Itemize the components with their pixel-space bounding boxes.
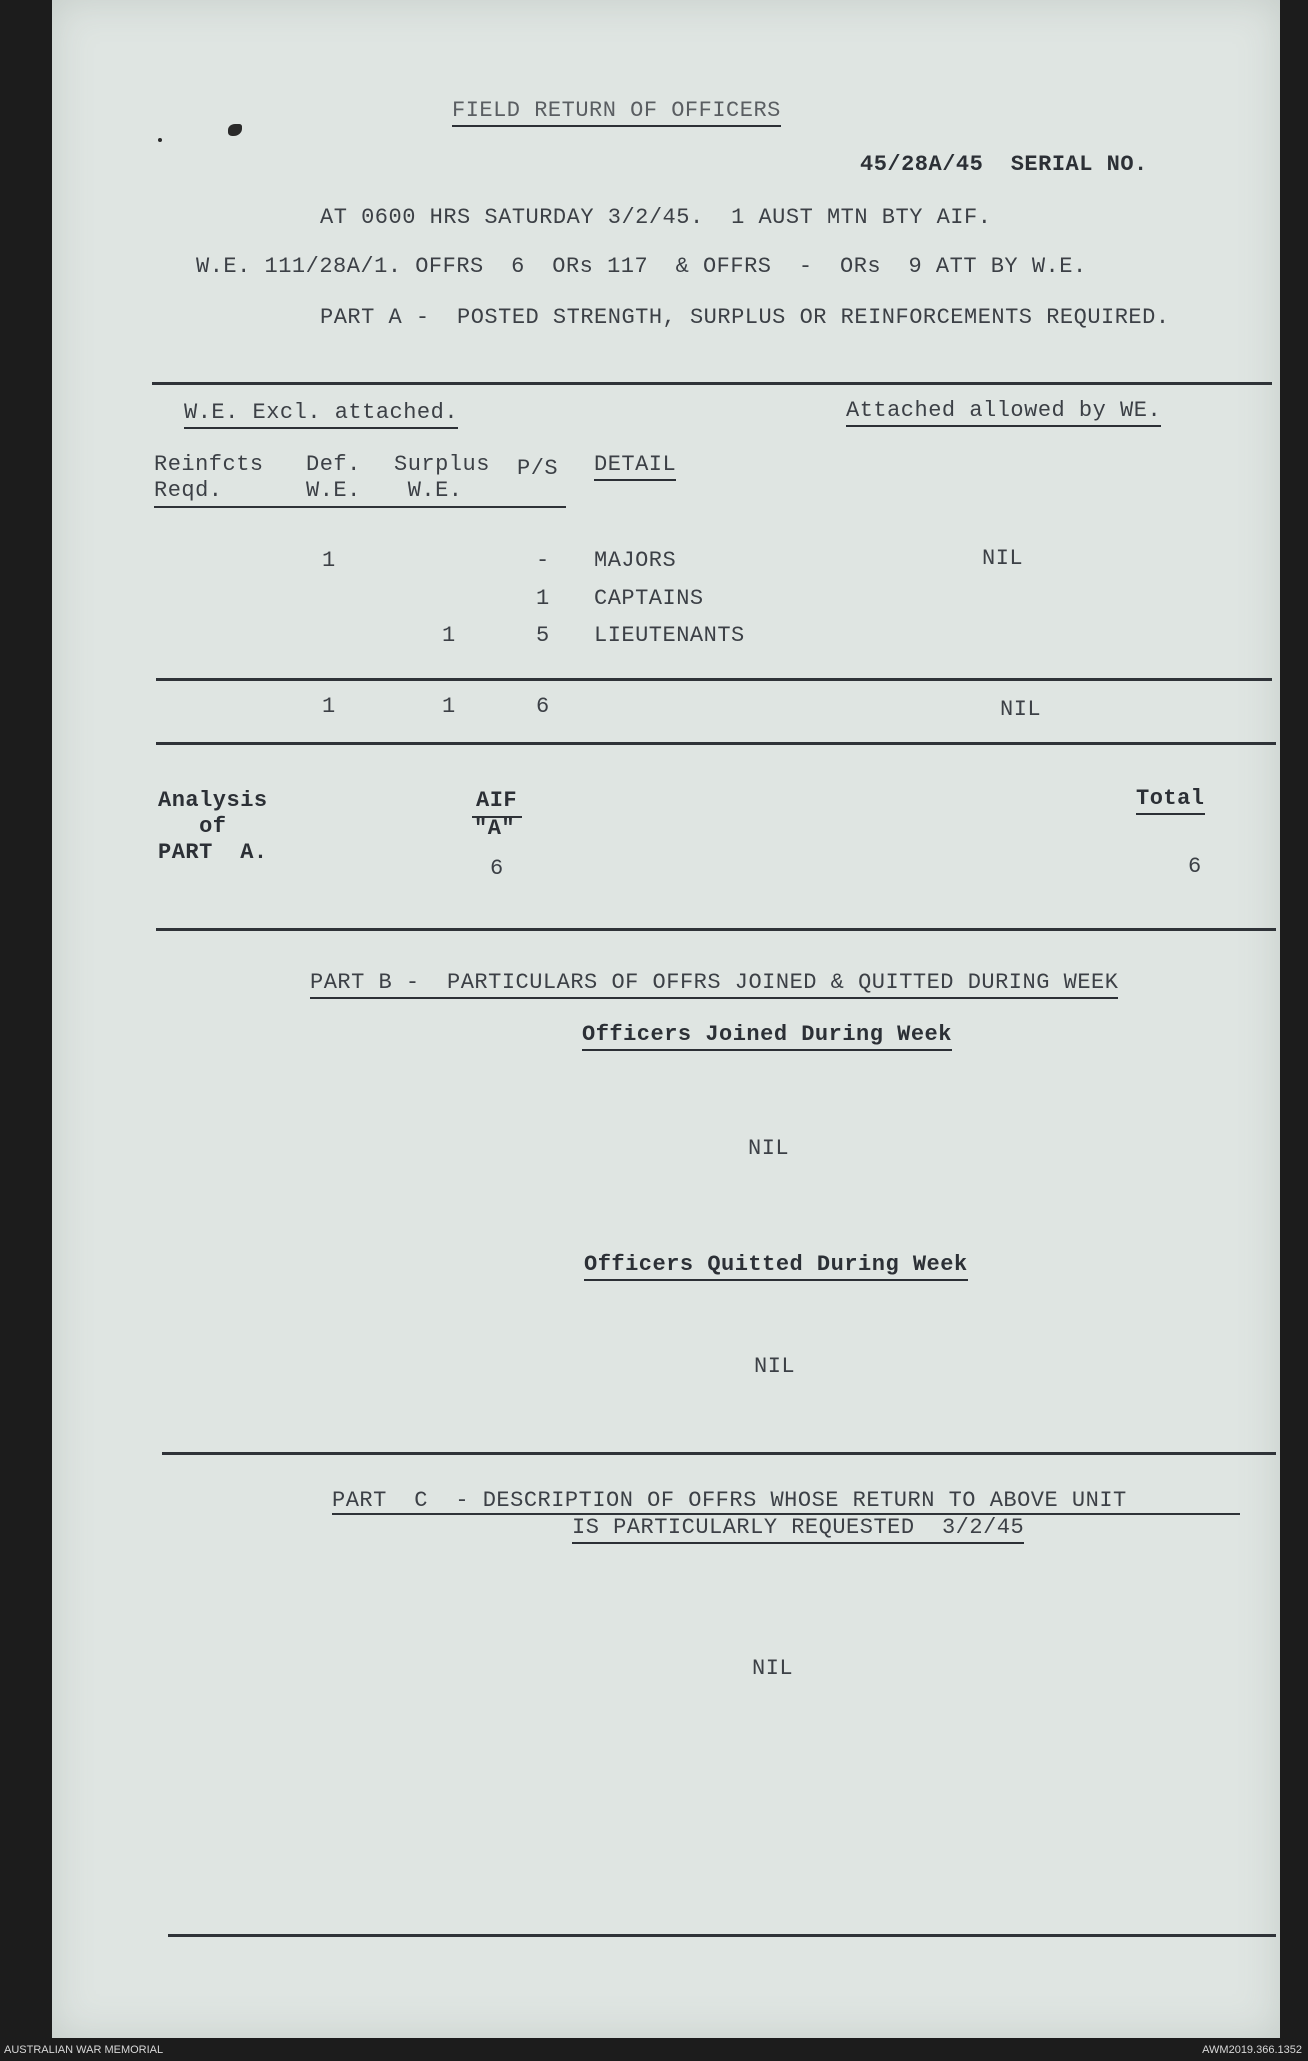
part-c-title-line2: IS PARTICULARLY REQUESTED 3/2/45 [572, 1515, 1024, 1544]
table-divider [156, 678, 1272, 681]
part-c-value: NIL [752, 1656, 794, 1681]
part-c-title-line1: PART C - DESCRIPTION OF OFFRS WHOSE RETURN TO ABOVE UNIT [332, 1488, 1127, 1513]
officers-quitted-value: NIL [754, 1354, 796, 1379]
row-majors-detail: MAJORS [594, 548, 677, 573]
section-divider [162, 1452, 1276, 1455]
officers-joined-heading: Officers Joined During Week [582, 1022, 952, 1051]
war-establishment-line: W.E. 111/28A/1. OFFRS 6 ORs 117 & OFFRS - ORs 9 ATT BY W.E. [196, 254, 1087, 279]
total-value: 6 [1188, 854, 1202, 879]
col-header-deficiency: Def. W.E. [306, 452, 361, 503]
officers-joined-value: NIL [748, 1136, 790, 1161]
row-captains-ps: 1 [536, 586, 550, 611]
row-lieutenants-ps: 5 [536, 623, 550, 648]
row-lieutenants-detail: LIEUTENANTS [594, 623, 745, 648]
footer-catalog-id: AWM2019.366.1352 [1202, 2044, 1302, 2056]
section-divider [168, 1934, 1276, 1937]
section-divider [156, 928, 1276, 931]
total-ps: 6 [536, 694, 550, 719]
col-header-ps: P/S [517, 456, 559, 481]
aif-sub-label: "A" [474, 816, 516, 841]
col-header-reinforcements: Reinfcts Reqd. [154, 452, 264, 503]
row-majors-def: 1 [322, 548, 336, 573]
aif-value: 6 [490, 856, 504, 881]
document-top-title: FIELD RETURN OF OFFICERS [452, 98, 781, 127]
total-def: 1 [322, 694, 336, 719]
col-header-surplus: Surplus W.E. [394, 452, 490, 503]
row-majors-ps: - [536, 548, 550, 573]
part-a-title: PART A - POSTED STRENGTH, SURPLUS OR REINFORCEMENTS REQUIRED. [320, 305, 1170, 330]
archive-footer [0, 2040, 1308, 2061]
total-surplus: 1 [442, 694, 456, 719]
total-label: Total [1136, 786, 1205, 815]
document-page [52, 0, 1280, 2038]
row-captains-detail: CAPTAINS [594, 586, 704, 611]
aif-label: AIF [476, 788, 518, 813]
total-attached: NIL [1000, 697, 1042, 722]
analysis-label: Analysis of PART A. [158, 788, 268, 865]
footer-institution: AUSTRALIAN WAR MEMORIAL [4, 2044, 164, 2056]
torn-corner-mark [158, 138, 162, 142]
officers-quitted-heading: Officers Quitted During Week [584, 1252, 968, 1281]
col-header-detail: DETAIL [594, 452, 676, 481]
part-b-title: PART B - PARTICULARS OF OFFRS JOINED & QUITTED DURING WEEK [310, 970, 1118, 999]
torn-corner-mark [228, 124, 242, 136]
section-divider [152, 382, 1272, 385]
attached-allowed-heading: Attached allowed by WE. [846, 398, 1161, 427]
row-majors-attached: NIL [982, 546, 1024, 571]
row-lieutenants-surplus: 1 [442, 623, 456, 648]
header-underline [154, 506, 566, 508]
date-unit-line: AT 0600 HRS SATURDAY 3/2/45. 1 AUST MTN BTY AIF. [320, 205, 992, 230]
we-excl-attached-heading: W.E. Excl. attached. [184, 400, 458, 429]
serial-number: 45/28A/45 SERIAL NO. [860, 152, 1148, 177]
section-divider [156, 742, 1276, 745]
